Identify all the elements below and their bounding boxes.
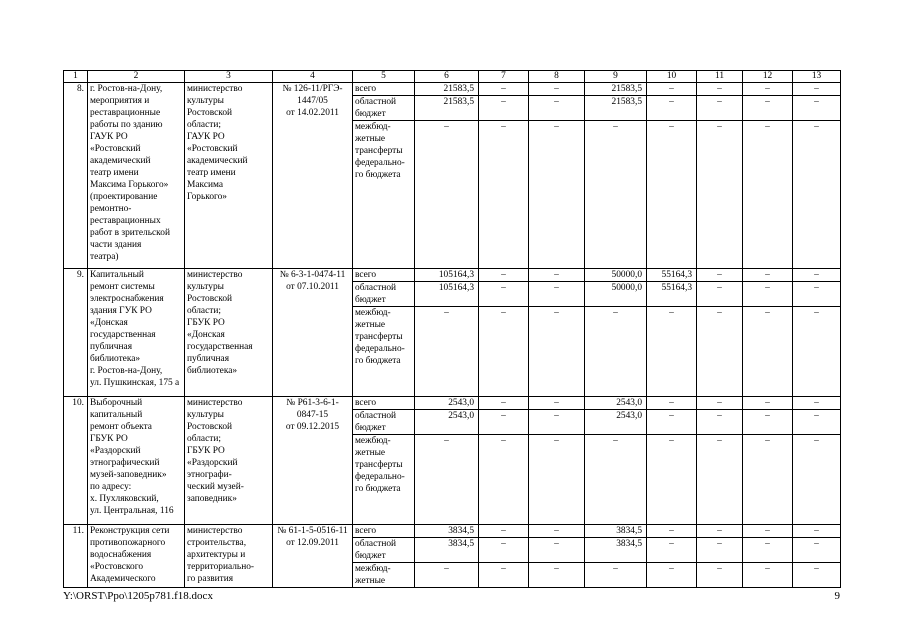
row-number-cell: 11. <box>64 525 88 588</box>
amount-cell: 50000,0 <box>585 282 647 307</box>
amount-cell: – <box>529 410 585 435</box>
table-row <box>64 525 841 538</box>
amount-cell: – <box>529 282 585 307</box>
amount-cell: 2543,0 <box>415 397 479 410</box>
amount-cell: 3834,5 <box>585 525 647 538</box>
column-number: 8 <box>529 71 585 83</box>
amount-cell: – <box>743 410 793 435</box>
amount-cell: – <box>647 538 697 563</box>
amount-cell: – <box>585 121 647 269</box>
table-row <box>64 397 841 410</box>
amount-cell: 3834,5 <box>415 525 479 538</box>
column-number: 4 <box>273 71 353 83</box>
column-number: 5 <box>353 71 415 83</box>
amount-cell: – <box>529 83 585 96</box>
amount-cell: – <box>697 83 743 96</box>
amount-cell: 2543,0 <box>585 397 647 410</box>
amount-cell: – <box>793 410 841 435</box>
amount-cell: – <box>415 121 479 269</box>
amount-cell: – <box>697 282 743 307</box>
amount-cell: – <box>585 435 647 525</box>
amount-cell: – <box>793 525 841 538</box>
amount-cell: – <box>479 96 529 121</box>
amount-cell: – <box>793 538 841 563</box>
amount-cell: – <box>415 435 479 525</box>
amount-cell: – <box>697 96 743 121</box>
column-number: 6 <box>415 71 479 83</box>
amount-cell: – <box>793 307 841 397</box>
column-number: 9 <box>585 71 647 83</box>
amount-cell: – <box>793 435 841 525</box>
amount-cell: – <box>479 397 529 410</box>
amount-cell: – <box>697 538 743 563</box>
amount-cell: – <box>479 307 529 397</box>
amount-cell: – <box>697 397 743 410</box>
amount-cell: 3834,5 <box>415 538 479 563</box>
customer-cell: министерство культуры Ростовской области; ГАУК РО «Ростовский академический театр имени Максима Горького» <box>185 83 273 269</box>
row-number-cell: 8. <box>64 83 88 269</box>
expertise-doc-cell: № 61-1-5-0516-11 от 12.09.2011 <box>273 525 353 588</box>
amount-cell: – <box>529 121 585 269</box>
amount-cell: – <box>479 538 529 563</box>
amount-cell: – <box>793 121 841 269</box>
amount-cell: – <box>529 435 585 525</box>
column-number: 13 <box>793 71 841 83</box>
amount-cell: – <box>793 282 841 307</box>
funding-source-cell: всего <box>353 525 415 538</box>
column-number: 7 <box>479 71 529 83</box>
expertise-doc-cell: № 6-3-1-0474-11 от 07.10.2011 <box>273 269 353 397</box>
page-number: 9 <box>834 590 840 602</box>
funding-source-cell: межбюд- жетные <box>353 563 415 588</box>
amount-cell: – <box>529 538 585 563</box>
object-name-cell: Капитальный ремонт системы электроснабжения здания ГУК РО «Донская государственная публичная библиотека» г. Ростов-на-Дону, ул. Пушкинская, 175 а <box>88 269 185 397</box>
amount-cell: – <box>697 307 743 397</box>
amount-cell: 21583,5 <box>415 83 479 96</box>
customer-cell: министерство культуры Ростовской области; ГБУК РО «Донская государственная публичная библиотека» <box>185 269 273 397</box>
amount-cell: – <box>529 269 585 282</box>
column-number: 11 <box>697 71 743 83</box>
funding-source-cell: областной бюджет <box>353 282 415 307</box>
amount-cell: – <box>479 121 529 269</box>
column-number: 3 <box>185 71 273 83</box>
amount-cell: – <box>529 96 585 121</box>
funding-source-cell: всего <box>353 269 415 282</box>
amount-cell: 21583,5 <box>585 96 647 121</box>
amount-cell: – <box>697 563 743 588</box>
funding-source-cell: областной бюджет <box>353 96 415 121</box>
amount-cell: – <box>479 563 529 588</box>
amount-cell: 21583,5 <box>585 83 647 96</box>
amount-cell: 55164,3 <box>647 269 697 282</box>
customer-cell: министерство строительства, архитектуры и территориально- го развития <box>185 525 273 588</box>
amount-cell: – <box>529 397 585 410</box>
amount-cell: 55164,3 <box>647 282 697 307</box>
object-name-cell: Реконструкция сети противопожарного водоснабжения «Ростовского Академического <box>88 525 185 588</box>
amount-cell: – <box>793 563 841 588</box>
row-number-cell: 10. <box>64 397 88 525</box>
amount-cell: – <box>743 121 793 269</box>
amount-cell: 105164,3 <box>415 269 479 282</box>
funding-source-cell: межбюд- жетные трансферты федерально- го бюджета <box>353 435 415 525</box>
amount-cell: – <box>415 563 479 588</box>
amount-cell: – <box>529 307 585 397</box>
amount-cell: 2543,0 <box>415 410 479 435</box>
amount-cell: – <box>743 538 793 563</box>
table-row <box>64 83 841 96</box>
amount-cell: – <box>479 83 529 96</box>
table-body <box>64 83 841 588</box>
amount-cell: – <box>743 397 793 410</box>
column-number: 12 <box>743 71 793 83</box>
amount-cell: – <box>743 96 793 121</box>
object-name-cell: г. Ростов-на-Дону, мероприятия и реставрационные работы по зданию ГАУК РО «Ростовский академический театр имени Максима Горького» (проектирование ремонтно- реставрационных работ в зрительской части здания театра) <box>88 83 185 269</box>
amount-cell: – <box>743 307 793 397</box>
amount-cell: – <box>793 397 841 410</box>
amount-cell: – <box>697 269 743 282</box>
file-path: Y:\ORST\Ppo\1205p781.f18.docx <box>63 590 213 602</box>
table-row <box>64 269 841 282</box>
funding-source-cell: всего <box>353 83 415 96</box>
amount-cell: – <box>647 563 697 588</box>
amount-cell: – <box>479 410 529 435</box>
program-table <box>63 70 841 588</box>
funding-source-cell: областной бюджет <box>353 410 415 435</box>
amount-cell: 105164,3 <box>415 282 479 307</box>
amount-cell: – <box>697 121 743 269</box>
customer-cell: министерство культуры Ростовской области; ГБУК РО «Раздорский этнографи- ческий музей- заповедник» <box>185 397 273 525</box>
amount-cell: – <box>743 563 793 588</box>
column-numbers-row <box>64 71 841 83</box>
amount-cell: 50000,0 <box>585 269 647 282</box>
amount-cell: – <box>647 397 697 410</box>
amount-cell: – <box>647 83 697 96</box>
amount-cell: – <box>743 525 793 538</box>
column-number: 1 <box>64 71 88 83</box>
row-number-cell: 9. <box>64 269 88 397</box>
amount-cell: – <box>743 282 793 307</box>
expertise-doc-cell: № 126-11/РГЭ- 1447/05 от 14.02.2011 <box>273 83 353 269</box>
amount-cell: – <box>415 307 479 397</box>
amount-cell: – <box>479 525 529 538</box>
expertise-doc-cell: № Р61-3-6-1- 0847-15 от 09.12.2015 <box>273 397 353 525</box>
amount-cell: – <box>743 83 793 96</box>
amount-cell: – <box>647 96 697 121</box>
column-number: 2 <box>88 71 185 83</box>
funding-source-cell: всего <box>353 397 415 410</box>
funding-source-cell: областной бюджет <box>353 538 415 563</box>
amount-cell: 3834,5 <box>585 538 647 563</box>
amount-cell: – <box>585 307 647 397</box>
amount-cell: – <box>793 269 841 282</box>
amount-cell: – <box>479 435 529 525</box>
amount-cell: – <box>743 269 793 282</box>
amount-cell: 2543,0 <box>585 410 647 435</box>
amount-cell: – <box>743 435 793 525</box>
amount-cell: – <box>697 525 743 538</box>
amount-cell: – <box>697 410 743 435</box>
funding-source-cell: межбюд- жетные трансферты федерально- го бюджета <box>353 307 415 397</box>
column-number: 10 <box>647 71 697 83</box>
amount-cell: – <box>647 307 697 397</box>
amount-cell: – <box>529 563 585 588</box>
amount-cell: – <box>793 83 841 96</box>
amount-cell: 21583,5 <box>415 96 479 121</box>
amount-cell: – <box>479 282 529 307</box>
object-name-cell: Выборочный капитальный ремонт объекта ГБУК РО «Раздорский этнографический музей-заповедник» по адресу: х. Пухляковский, ул. Центральная, 116 <box>88 397 185 525</box>
amount-cell: – <box>697 435 743 525</box>
amount-cell: – <box>647 435 697 525</box>
amount-cell: – <box>647 121 697 269</box>
amount-cell: – <box>479 269 529 282</box>
amount-cell: – <box>585 563 647 588</box>
amount-cell: – <box>647 525 697 538</box>
amount-cell: – <box>647 410 697 435</box>
amount-cell: – <box>793 96 841 121</box>
funding-source-cell: межбюд- жетные трансферты федерально- го бюджета <box>353 121 415 269</box>
amount-cell: – <box>529 525 585 538</box>
